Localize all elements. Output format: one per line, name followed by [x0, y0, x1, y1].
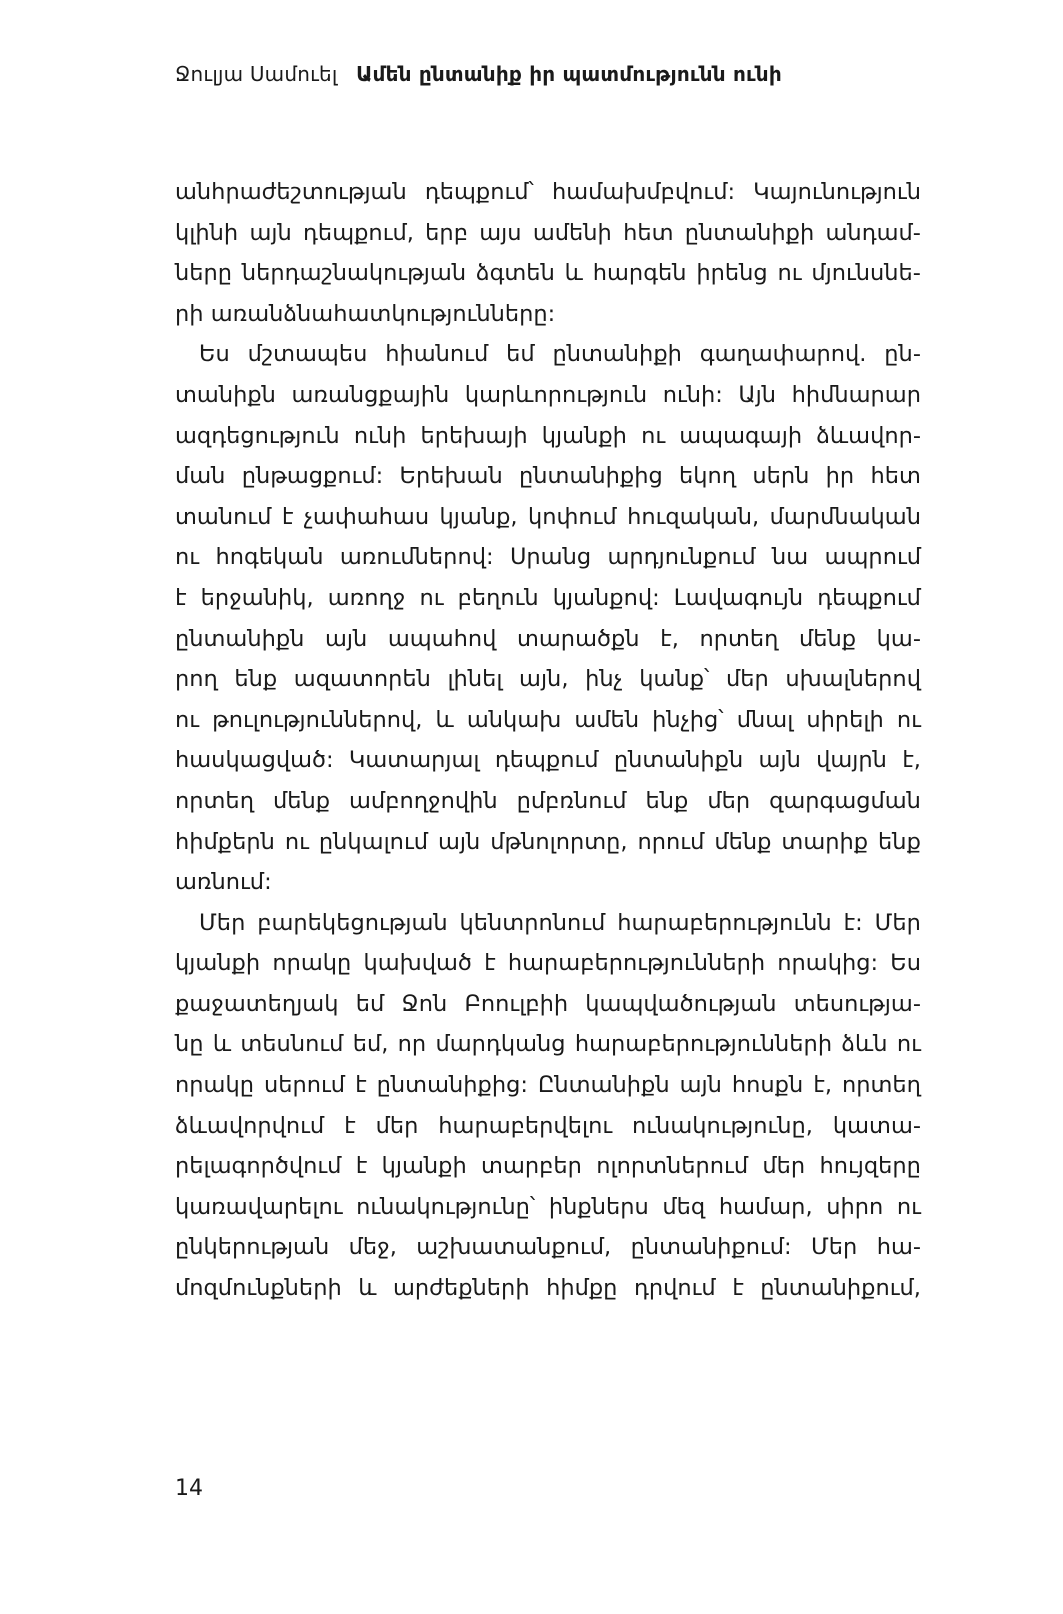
text-word: տանիքն: [175, 381, 276, 408]
text-word: ընտանիքի: [684, 219, 815, 246]
body-text: [175, 172, 921, 1309]
text-word: ամբողջովին: [349, 787, 498, 814]
text-word: հոսքն: [731, 1072, 804, 1099]
text-word: կապվածության: [585, 990, 777, 1017]
text-line: [175, 537, 921, 578]
text-word: ու: [896, 1031, 921, 1058]
text-line: [175, 1227, 921, 1268]
text-word: ընտանիքում:: [630, 1234, 792, 1261]
text-word: կարևորություն: [464, 381, 648, 408]
text-word: առանցքային: [291, 381, 450, 408]
text-word: Կայունություն: [753, 179, 921, 205]
text-word: հարաբերվելու: [438, 1112, 613, 1139]
text-word: մենք: [798, 625, 857, 652]
text-word: որտեղ: [841, 1072, 921, 1099]
text-word: և: [564, 260, 583, 287]
text-word: արժեքների: [392, 1275, 530, 1302]
text-word: ամենի: [532, 219, 612, 246]
text-word: ձևավորվում: [175, 1112, 325, 1139]
text-word: կախված: [363, 950, 472, 977]
text-word: անկախ: [466, 706, 562, 733]
text-word: կենտրոնում: [459, 909, 606, 936]
text-word: եմ,: [352, 1031, 389, 1058]
text-word: եկող: [679, 463, 737, 490]
text-word: ըմբռնում: [516, 787, 627, 814]
text-word: բարեկեցության: [257, 909, 448, 936]
text-word: որակը: [272, 950, 352, 977]
text-word: Այն: [738, 381, 776, 408]
text-line: [175, 1065, 921, 1106]
text-word: դեպքում: [494, 747, 599, 774]
text-word: վայրն: [816, 747, 887, 774]
text-word: ապրում: [824, 544, 921, 571]
text-word: սերում: [263, 1072, 346, 1099]
running-header: [175, 62, 782, 86]
text-word: նա: [772, 544, 809, 571]
text-word: մարդկանց: [435, 1031, 566, 1058]
text-word: Մեր: [199, 909, 246, 936]
text-word: է: [484, 950, 496, 977]
text-word: է: [175, 584, 187, 611]
text-word: Երեխան: [399, 463, 503, 490]
text-word: մնալ: [736, 706, 794, 733]
text-word: տարբեր: [481, 1153, 582, 1180]
text-word: կլինի: [175, 219, 239, 246]
text-word: ունի: [353, 422, 407, 449]
text-word: մեր: [707, 787, 751, 814]
text-word: որ: [397, 1031, 427, 1058]
text-word: ունի:: [662, 381, 723, 408]
text-word: կատա-: [832, 1112, 921, 1139]
text-word: հիմքերն: [175, 828, 275, 855]
text-word: որում: [637, 828, 705, 855]
text-word: այն: [679, 1072, 722, 1099]
text-word: սերն: [752, 463, 810, 490]
text-word: տանում: [175, 503, 272, 530]
text-line: [175, 1106, 921, 1147]
text-word: հոգեկան: [215, 544, 324, 571]
text-word: դեպքում՝: [424, 179, 534, 205]
text-word: սիրելի: [806, 706, 884, 733]
text-word: Ես: [199, 341, 230, 368]
text-word: և: [435, 706, 454, 733]
page-number: 14: [175, 1476, 203, 1501]
text-word: ձևավոր-: [816, 422, 921, 449]
text-word: տեսնում: [240, 1031, 344, 1058]
text-word: հասկացված:: [175, 747, 334, 774]
text-word: տարիք: [781, 828, 869, 855]
text-word: հարաբերությունն: [617, 909, 832, 936]
text-word: այն: [758, 747, 801, 774]
text-word: ու: [419, 584, 444, 611]
text-word: է:: [843, 909, 863, 936]
text-word: մշտապես: [247, 341, 368, 368]
text-line: [175, 172, 921, 213]
text-word: ման: [175, 463, 226, 490]
text-word: եմ: [355, 990, 385, 1017]
text-word: Սրանց: [509, 544, 592, 571]
text-word: է,: [813, 1072, 832, 1099]
text-word: Լավագույն: [673, 584, 804, 611]
text-word: թուլություններով,: [212, 706, 423, 733]
text-word: ու: [641, 422, 666, 449]
text-word: ձևն: [841, 1031, 888, 1058]
text-word: ու: [777, 260, 802, 287]
text-word: մեր: [725, 666, 769, 693]
text-word: որակը: [175, 1072, 254, 1099]
text-word: ենք: [878, 828, 921, 855]
text-word: առողջ: [327, 584, 406, 611]
text-word: հիմքը: [546, 1275, 618, 1302]
text-line: [175, 253, 921, 294]
text-word: այն: [249, 219, 292, 246]
text-word: րող: [175, 666, 218, 693]
text-word: ընկերության: [175, 1234, 330, 1261]
text-word: չափահաս: [303, 503, 430, 530]
text-word: տեսությա-: [793, 990, 921, 1017]
text-word: րի: [175, 300, 211, 327]
text-line: [175, 862, 921, 903]
text-word: որտեղ: [175, 787, 254, 814]
text-word: մյունսնե-: [811, 260, 921, 287]
text-line: [175, 1268, 921, 1309]
text-word: դեպքում,: [303, 219, 414, 246]
text-line: [175, 700, 921, 741]
text-word: Բոուլբիի: [464, 990, 569, 1017]
text-word: կա-: [876, 625, 921, 652]
text-word: հարաբերությունների: [507, 950, 766, 977]
text-word: ընթացքում:: [241, 463, 384, 490]
text-word: բեղուն: [457, 584, 539, 611]
text-word: այն,: [519, 666, 569, 693]
text-word: երջանիկ,: [200, 584, 314, 611]
text-word: ները: [175, 260, 233, 287]
text-line: [175, 294, 921, 335]
header-book-title: Ամեն ընտանիք իր պատմությունն ունի: [356, 62, 782, 86]
text-word: դրվում: [633, 1275, 716, 1302]
text-word: գաղափարով.: [699, 341, 867, 368]
text-word: հարաբերությունների: [574, 1031, 833, 1058]
text-word: ու: [175, 706, 200, 733]
text-line: [175, 213, 921, 254]
header-author: Ջուլյա Սամուել: [175, 62, 338, 86]
text-word: և: [358, 1275, 377, 1302]
text-word: կյանքի: [541, 422, 627, 449]
text-word: որտեղ: [699, 625, 779, 652]
text-word: կոփում: [527, 503, 617, 530]
text-word: Մեր: [810, 1234, 858, 1261]
text-word: տարածքն: [516, 625, 640, 652]
text-word: իր: [825, 463, 855, 490]
text-word: րելագործվում: [175, 1153, 342, 1180]
text-word: սիրո: [826, 1193, 884, 1220]
text-line: [175, 781, 921, 822]
text-line: [175, 943, 921, 984]
text-word: զարգացման: [769, 787, 921, 814]
text-word: է,: [902, 747, 921, 774]
text-word: կյանքով:: [552, 584, 660, 611]
text-word: ունակությունը,: [632, 1112, 813, 1139]
text-word: ապահով: [387, 625, 497, 652]
text-word: ազդեցություն: [175, 422, 340, 449]
text-word: ձգտեն: [475, 260, 555, 287]
text-word: ու: [175, 544, 200, 571]
text-word: ենք: [645, 787, 689, 814]
text-word: ընկալում: [318, 828, 428, 855]
text-word: մեջ,: [348, 1234, 397, 1261]
text-word: հարգեն: [592, 260, 687, 287]
text-word: հետ: [623, 219, 674, 246]
text-word: ընտանիքն: [613, 747, 744, 774]
text-line: [175, 659, 921, 700]
text-word: այն: [325, 625, 368, 652]
text-word: այս: [479, 219, 522, 246]
text-word: մոզմունքների: [175, 1275, 342, 1302]
text-line: [175, 903, 921, 944]
text-word: ենք: [234, 666, 278, 693]
text-word: ամեն: [574, 706, 640, 733]
text-word: առումներով:: [339, 544, 494, 571]
text-word: Ես: [890, 950, 921, 977]
text-word: ու: [896, 706, 921, 733]
text-word: առնում:: [175, 869, 272, 896]
text-word: ընտանիքից: [519, 463, 663, 490]
text-word: մթնոլորտը,: [490, 828, 628, 855]
text-word: որակից:: [777, 950, 879, 977]
text-word: համար,: [718, 1193, 813, 1220]
text-word: է: [355, 1072, 367, 1099]
text-word: մենք: [272, 787, 331, 814]
text-word: սխալներով: [785, 666, 921, 693]
text-word: ու: [284, 828, 309, 855]
text-line: [175, 984, 921, 1025]
text-word: աշխատանքում,: [416, 1234, 612, 1261]
text-word: մեզ: [662, 1193, 706, 1220]
text-word: է: [344, 1112, 356, 1139]
text-word: ոլորտներում: [596, 1153, 749, 1180]
text-line: [175, 1187, 921, 1228]
text-line: [175, 578, 921, 619]
text-word: ինչ: [585, 666, 623, 693]
text-word: ներդաշնակության: [241, 260, 467, 287]
text-word: լինել: [447, 666, 503, 693]
text-word: նը: [175, 1031, 204, 1058]
text-word: իրենց: [696, 260, 768, 287]
text-word: երեխայի: [420, 422, 528, 449]
text-word: արդյունքում: [607, 544, 756, 571]
text-word: երբ: [425, 219, 468, 246]
text-word: հետ: [870, 463, 921, 490]
text-word: Ջոն: [401, 990, 448, 1017]
text-word: առանձնահատկությունները:: [210, 300, 556, 327]
text-line: [175, 334, 921, 375]
text-word: ազատորեն: [293, 666, 431, 693]
text-word: Մեր: [874, 909, 921, 936]
text-word: է,: [660, 625, 679, 652]
text-word: մեր: [375, 1112, 419, 1139]
text-word: ապագայի: [679, 422, 803, 449]
text-word: մարմնական: [769, 503, 921, 530]
text-line: [175, 619, 921, 660]
text-word: դեպքում: [817, 584, 921, 611]
text-word: Ընտանիքն: [537, 1072, 670, 1099]
text-line: [175, 497, 921, 538]
text-word: եմ: [506, 341, 535, 368]
text-word: այն: [437, 828, 481, 855]
text-word: է: [732, 1275, 744, 1302]
text-word: է: [355, 1153, 368, 1180]
text-word: հիանում: [385, 341, 489, 368]
text-word: կառավարելու: [175, 1193, 343, 1220]
text-word: կանք՝: [639, 666, 710, 693]
text-word: քաջատեղյակ: [175, 990, 339, 1017]
text-word: է: [281, 503, 294, 530]
text-word: հա-: [876, 1234, 921, 1261]
text-word: հուզական,: [627, 503, 760, 530]
text-word: ու: [896, 1193, 921, 1220]
text-word: ընտանիքում,: [760, 1275, 921, 1302]
text-word: մեր: [762, 1153, 806, 1180]
text-line: [175, 740, 921, 781]
text-line: [175, 822, 921, 863]
text-word: համախմբվում:: [551, 179, 736, 205]
text-line: [175, 416, 921, 457]
text-word: և: [212, 1031, 232, 1058]
text-word: ընտանիքն: [175, 625, 305, 652]
text-word: ունակությունը՝: [356, 1193, 536, 1220]
text-word: մենք: [714, 828, 772, 855]
text-word: ինչից՝: [652, 706, 724, 733]
text-word: կյանք,: [439, 503, 518, 530]
text-word: անհրաժեշտության: [175, 179, 407, 205]
text-word: կյանքի: [175, 950, 261, 977]
text-line: [175, 1146, 921, 1187]
text-line: [175, 375, 921, 416]
text-word: անդամ-: [825, 219, 921, 246]
text-word: ընտանիքից:: [376, 1072, 528, 1099]
text-line: [175, 1024, 921, 1065]
text-word: ինքներս: [548, 1193, 649, 1220]
text-word: կյանքի: [381, 1153, 467, 1180]
text-word: ընտանիքի: [552, 341, 682, 368]
text-word: հույզերը: [819, 1153, 921, 1180]
text-word: ըն-: [884, 341, 921, 368]
text-line: [175, 456, 921, 497]
text-word: հիմնարար: [791, 381, 921, 408]
text-word: Կատարյալ: [348, 747, 480, 774]
